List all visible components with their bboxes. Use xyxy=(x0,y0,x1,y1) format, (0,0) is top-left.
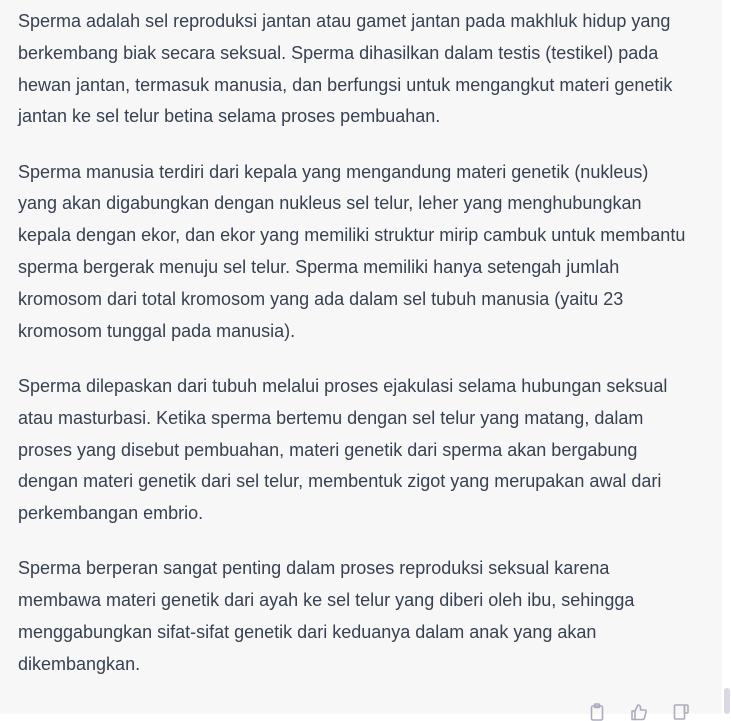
paragraph-1: Sperma adalah sel reproduksi jantan atau gamet jantan pada makhluk hidup yang berkembang biak secara seksual. Sperma dihasilkan dalam testis (testikel) pada hewan jantan, termasuk manusia, dan berfungsi untuk mengangkut materi genetik jantan ke sel telur betina selama proses pembuahan. xyxy=(18,11,673,127)
paragraph-3: Sperma dilepaskan dari tubuh melalui proses ejakulasi selama hubungan seksual atau masturbasi. Ketika sperma bertemu dengan sel telur yang matang, dalam proses yang disebut pembuahan, materi genetik dari sperma akan bergabung dengan materi genetik dari sel telur, membentuk zigot yang merupakan awal dari perkembangan embrio. xyxy=(18,375,668,524)
clipboard-icon[interactable] xyxy=(588,703,606,721)
thumbs-up-icon[interactable] xyxy=(630,703,648,721)
scrollbar-thumb[interactable] xyxy=(724,688,730,714)
message-actions xyxy=(588,703,690,721)
thumbs-down-icon[interactable] xyxy=(672,703,690,721)
scrollbar[interactable] xyxy=(722,0,731,714)
paragraph-2: Sperma manusia terdiri dari kepala yang mengandung materi genetik (nukleus) yang akan digabungkan dengan nukleus sel telur, leher yang menghubungkan kepala dengan ekor, dan ekor yang memiliki struktur mirip cambuk untuk membantu sperma bergerak menuju sel telur. Sperma memiliki hanya setengah jumlah kromosom dari total kromosom yang ada dalam sel tubuh manusia (yaitu 23 kromosom tunggal pada manusia). xyxy=(18,161,686,341)
paragraph-4: Sperma berperan sangat penting dalam proses reproduksi seksual karena membawa materi genetik dari ayah ke sel telur yang diberi oleh ibu, sehingga menggabungkan sifat-sifat genetik dari keduanya dalam anak yang akan dikembangkan. xyxy=(18,558,635,674)
message-text xyxy=(18,6,690,681)
